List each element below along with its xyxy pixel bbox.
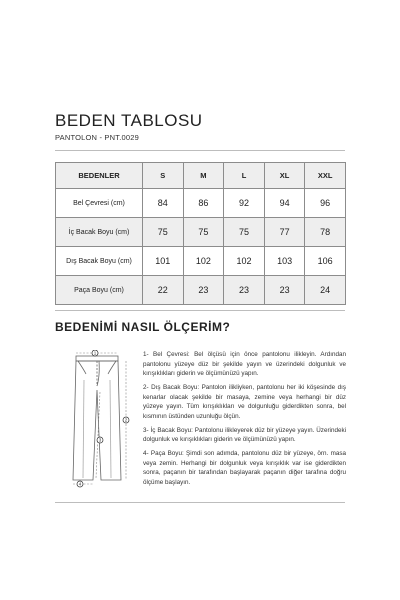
table-header-cell: BEDENLER [56,163,143,189]
table-cell: 75 [183,218,224,247]
right-crease [110,380,111,478]
table-row [56,189,346,218]
table-cell: 86 [183,189,224,218]
marker-label: 1 [93,350,97,356]
page-title: BEDEN TABLOSU [55,111,203,130]
left-crease [83,380,84,478]
table-header-cell: M [183,163,224,189]
trouser-illustration [60,350,140,490]
table-cell: 77 [264,218,305,247]
table-cell: 75 [143,218,184,247]
size-table [55,162,346,305]
row-label: İç Bacak Boyu (cm) [56,218,143,247]
table-row [56,276,346,305]
instruction-step: 2- Dış Bacak Boyu: Pantolon ilikliyken, pantolonu her iki köşesinde dış kenarlar olacak şekilde bir masaya, zemine veya herhangi bir düz yüzeye yayın. Tüm kırışıklıkları ve dolgunluğu giderdikten sonra, bel kısmının üstünden uzunluğu ölçün. [143,384,346,420]
table-cell: 84 [143,189,184,218]
table-cell: 94 [264,189,305,218]
table-header-row [56,163,346,189]
marker-label: 2 [124,417,128,423]
row-label: Paça Boyu (cm) [56,276,143,305]
table-cell: 103 [264,247,305,276]
table-cell: 24 [305,276,346,305]
marker-label: 4 [78,481,82,487]
left-pocket-line [78,361,86,374]
table-cell: 101 [143,247,184,276]
table-cell: 75 [224,218,265,247]
table-row [56,218,346,247]
table-row [56,247,346,276]
bottom-divider [55,502,345,503]
section-title: BEDENİMİ NASIL ÖLÇERİM? [55,320,231,334]
waistband-outline [76,356,118,361]
table-cell: 78 [305,218,346,247]
instruction-step: 4- Paça Boyu: Şimdi son adımda, pantolonu düz bir yüzeye, örn. masa veya zemin. Herhangi bir dolgunluk veya kırışıklık var ise giderdikten sonra, paçanın bir tarafından başlayarak paçanın diğer tarafına doğru ölçüme başlayın. [143,450,346,486]
table-header-cell: XXL [305,163,346,189]
table-header-cell: L [224,163,265,189]
table-cell: 102 [224,247,265,276]
middle-divider [55,310,345,311]
table-cell: 23 [183,276,224,305]
header [55,111,345,142]
right-pocket-line [108,361,116,374]
table-cell: 22 [143,276,184,305]
table-cell: 102 [183,247,224,276]
table-cell: 106 [305,247,346,276]
table-header-cell: S [143,163,184,189]
table-cell: 96 [305,189,346,218]
top-divider [55,150,345,151]
row-label: Bel Çevresi (cm) [56,189,143,218]
table-cell: 23 [224,276,265,305]
measurement-instructions [143,350,346,492]
product-code: PANTOLON - PNT.0029 [55,133,139,142]
row-label: Dış Bacak Boyu (cm) [56,247,143,276]
table-cell: 92 [224,189,265,218]
marker-label: 3 [98,437,102,443]
instruction-step: 3- İç Bacak Boyu: Pantolonu ilikleyerek düz bir yüzeye yayın. Üzerindeki dolgunluk ve kırışıklıkları giderin ve ölçümünüzü yapın. [143,426,346,443]
table-cell: 23 [264,276,305,305]
table-header-cell: XL [264,163,305,189]
trouser-measurement-figure [60,350,140,490]
instruction-step: 1- Bel Çevresi: Bel ölçüsü için önce pantolonu ilikleyin. Ardından pantolonu yüzeye düz bir şekilde yayın ve üzerindeki dolgunluk ve kırışıklıkları giderin ve ölçümünüzü yapın. [143,351,346,377]
